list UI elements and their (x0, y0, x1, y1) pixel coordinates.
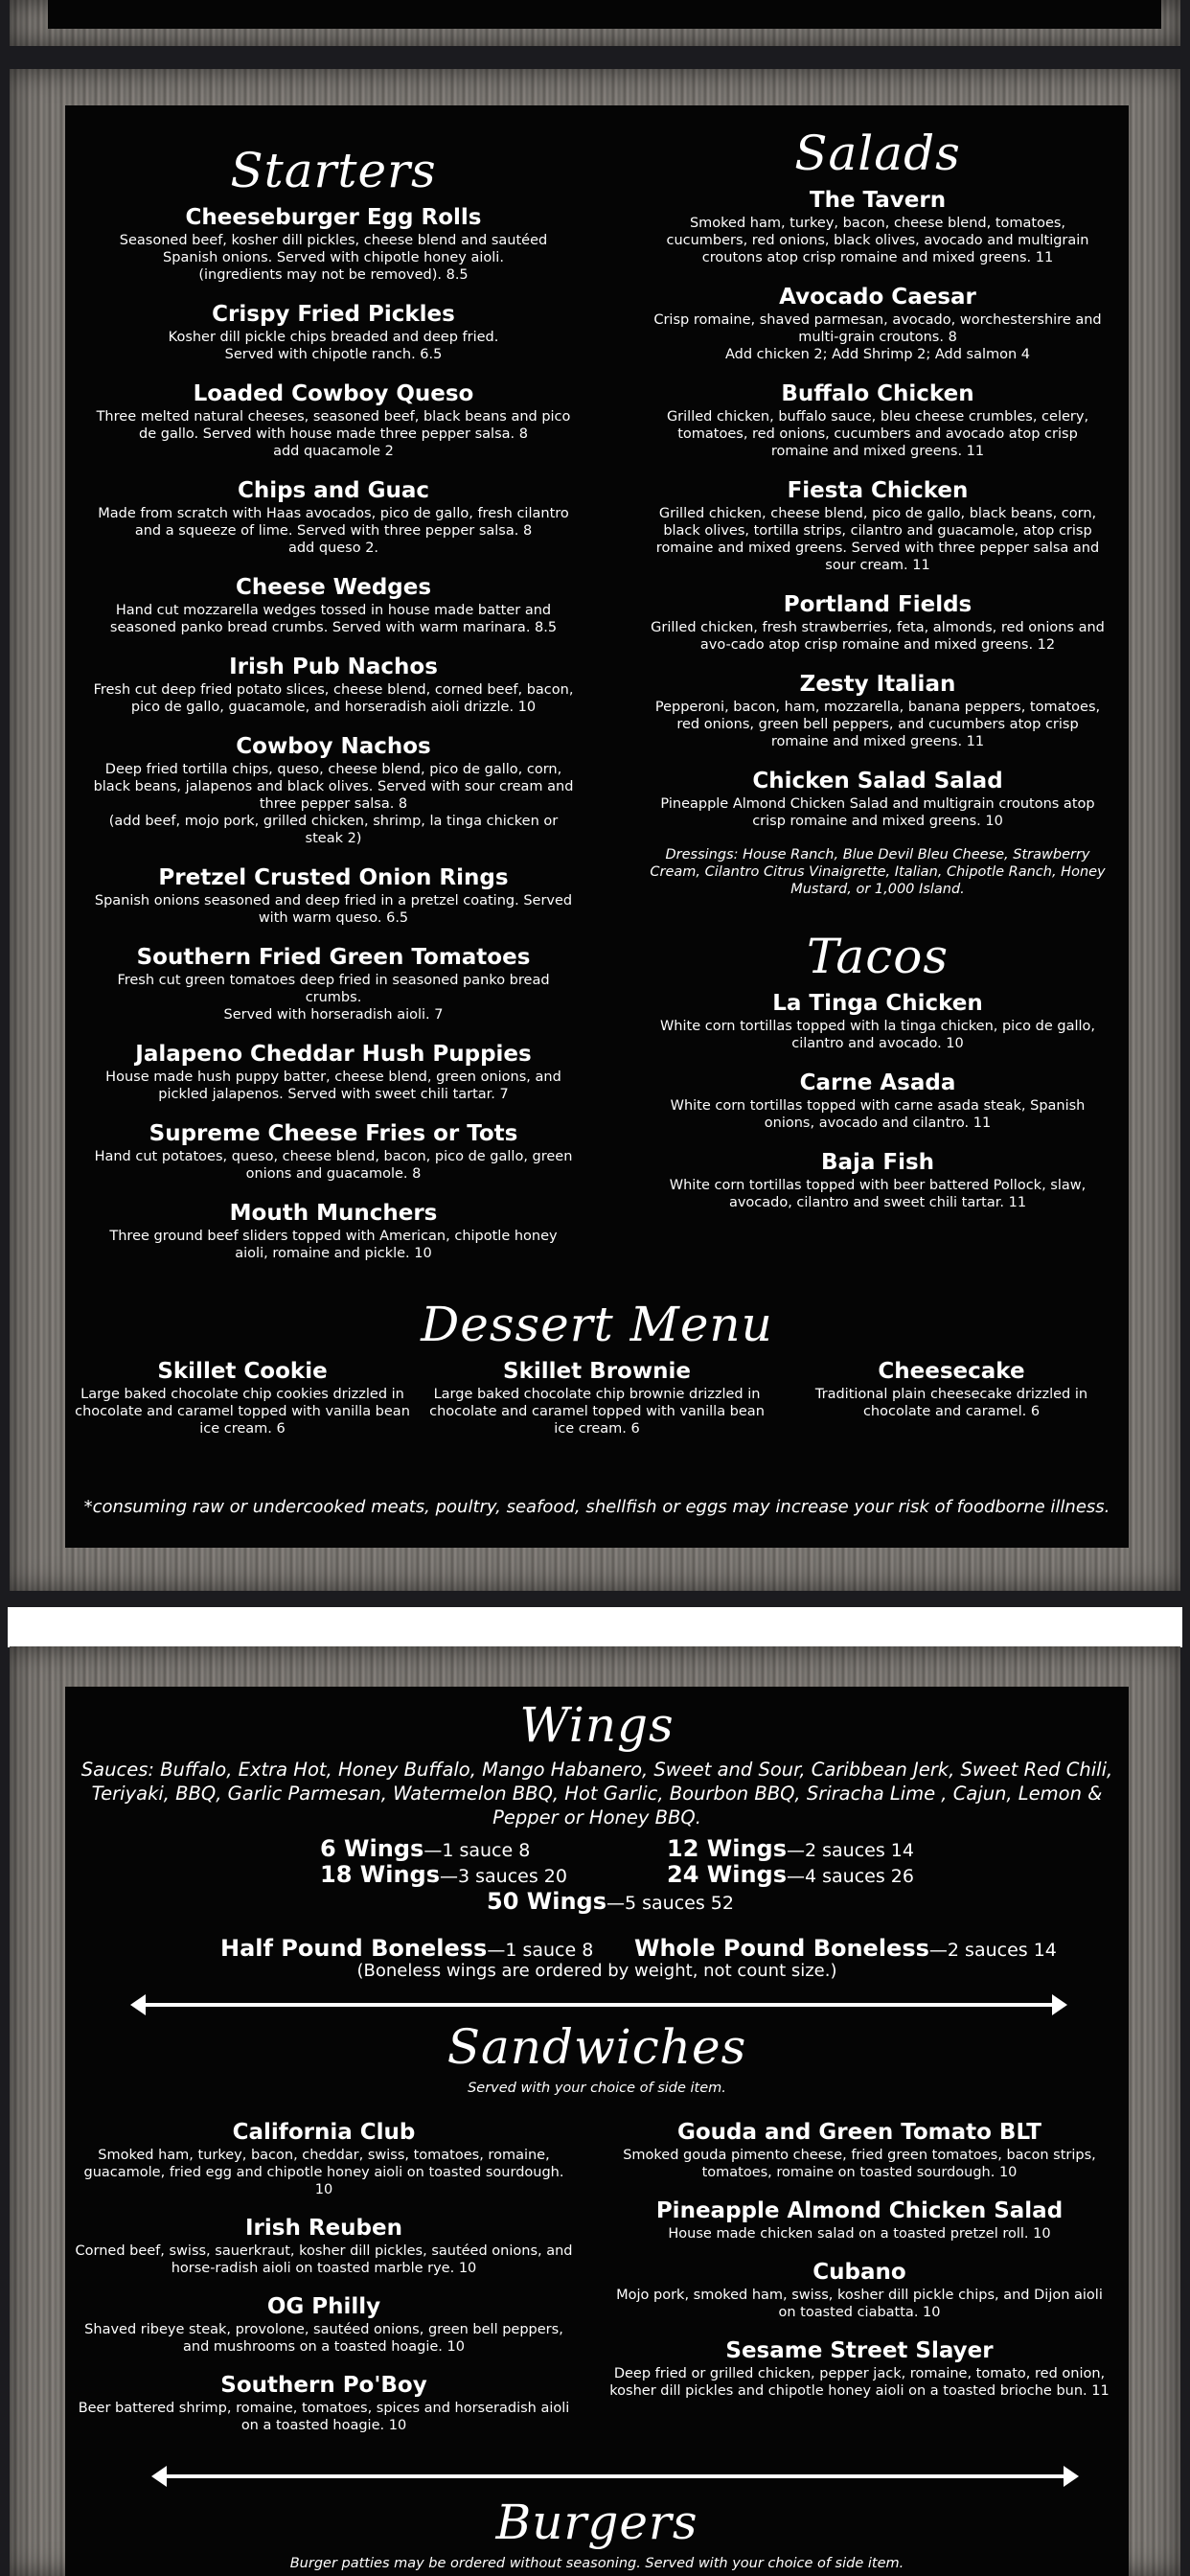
menu-item-note: add queso 2. (287, 540, 379, 556)
menu-item (648, 1148, 1108, 1211)
starters-title: Starters (230, 143, 437, 198)
menu-item-name: Cubano (812, 2260, 906, 2285)
menu-item-name: Cheese Wedges (235, 575, 432, 600)
menu-item (648, 590, 1108, 654)
dessert-title: Dessert Menu (421, 1297, 773, 1352)
menu-item-note: Served with horseradish aioli. 7 (223, 1007, 444, 1023)
menu-item (606, 2118, 1113, 2181)
menu-item-name: Baja Fish (820, 1150, 935, 1175)
menu-item (648, 989, 1108, 1052)
menu-item-description: Hand cut potatoes, queso, cheese blend, bacon, pico de gallo, green onions and guacamole. 8 (94, 1149, 573, 1182)
menu-item-description: Fresh cut green tomatoes deep fried in seasoned panko bread crumbs. (117, 973, 550, 1005)
menu-item-name: Pretzel Crusted Onion Rings (158, 865, 509, 890)
menu-item (75, 2118, 573, 2198)
menu-item (75, 2292, 573, 2356)
menu-item (84, 863, 583, 927)
menu-item-description: Smoked ham, turkey, bacon, cheddar, swiss, tomatoes, romaine, guacamole, fried egg and chipotle honey aioli on toasted sourdough. 10 (83, 2148, 564, 2197)
menu-item-name: Zesty Italian (799, 672, 956, 697)
boneless-whole-pound: Whole Pound Boneless—2 sauces 14 (634, 1935, 1057, 1962)
menu-item-description: Shaved ribeye steak, provolone, sautéed onions, green bell peppers, and mushrooms on a toasted hoagie. 10 (84, 2322, 563, 2355)
menu-item-note: (ingredients may not be removed). 8.5 (198, 267, 469, 283)
salads-list (648, 186, 1108, 830)
menu-item-note: add quacamole 2 (273, 444, 394, 459)
menu-item-name: Crispy Fried Pickles (212, 302, 455, 327)
menu-item-name: Carne Asada (799, 1070, 956, 1095)
menu-item-name: Irish Pub Nachos (229, 655, 438, 679)
menu-item-note: Served with chipotle ranch. 6.5 (224, 347, 443, 362)
dessert-list (75, 1357, 1119, 1457)
wing-option-12: 12 Wings—2 sauces 14 (667, 1835, 914, 1862)
starters-section (84, 140, 583, 1278)
sandwiches-right-column (606, 2118, 1113, 2415)
menu-item (75, 1357, 410, 1438)
menu-item (429, 1357, 765, 1438)
menu-item-name: Southern Fried Green Tomatoes (136, 945, 531, 970)
top-board (48, 0, 1161, 29)
menu-item-description: Grilled chicken, cheese blend, pico de gallo, black beans, corn, black olives, tortilla strips, cilantro and guacamole, atop crisp romaine and mixed greens. Served with three pepper salsa and sour cream. 11 (655, 506, 1100, 573)
menu-item-name: Cheeseburger Egg Rolls (185, 205, 482, 230)
salads-section (648, 123, 1108, 898)
menu-item (84, 1199, 583, 1262)
menu-item-name: La Tinga Chicken (772, 991, 983, 1016)
menu-item-name: Supreme Cheese Fries or Tots (149, 1121, 518, 1146)
menu-item-description: Three ground beef sliders topped with American, chipotle honey aioli, romaine and pickle. 10 (109, 1229, 558, 1261)
menu-item (648, 186, 1108, 266)
menu-item-name: Cheesecake (878, 1359, 1025, 1384)
white-strip (8, 1607, 1182, 1647)
menu-item (84, 573, 583, 636)
menu-item (606, 2196, 1113, 2242)
menu-item (84, 380, 583, 460)
menu-item (648, 670, 1108, 750)
burgers-title: Burgers (495, 2495, 698, 2550)
menu-item-name: Mouth Munchers (229, 1201, 438, 1226)
burgers-subtitle: Burger patties may be ordered without seasoning. Served with your choice of side item. (289, 2556, 904, 2571)
menu-item (84, 476, 583, 557)
menu-item-description: Deep fried tortilla chips, queso, cheese blend, pico de gallo, corn, black beans, jalapenos and black olives. Served with sour cream and three pepper salsa. 8 (93, 762, 574, 812)
menu-item-note: Add chicken 2; Add Shrimp 2; Add salmon 4 (724, 347, 1031, 362)
menu-item-description: Crisp romaine, shaved parmesan, avocado, worchestershire and multi-grain croutons. 8 (653, 312, 1102, 345)
menu-item-name: California Club (232, 2120, 416, 2145)
menu-item-description: Kosher dill pickle chips breaded and deep fried. (168, 330, 499, 345)
menu-item (84, 1119, 583, 1183)
menu-item-name: OG Philly (266, 2294, 381, 2319)
divider-arrow-2 (165, 2474, 1065, 2478)
menu-item-description: White corn tortillas topped with carne asada steak, Spanish onions, avocado and cilantro. 11 (670, 1098, 1086, 1131)
divider-arrow-1 (144, 2003, 1054, 2007)
menu-item-description: Smoked gouda pimento cheese, fried green tomatoes, bacon strips, tomatoes, romaine on toasted sourdough. 10 (623, 2148, 1096, 2180)
menu-item-description: White corn tortillas topped with la tinga chicken, pico de gallo, cilantro and avocado. 10 (659, 1019, 1096, 1051)
menu-item (648, 283, 1108, 363)
food-safety-disclaimer: *consuming raw or undercooked meats, poultry, seafood, shellfish or eggs may increase your risk of foodborne illness. (83, 1497, 1110, 1517)
menu-item-note: (add beef, mojo pork, grilled chicken, shrimp, la tinga chicken or steak 2) (108, 814, 559, 846)
wings-title: Wings (519, 1697, 675, 1753)
menu-item (84, 653, 583, 716)
tacos-title: Tacos (806, 929, 950, 984)
menu-item-name: Pineapple Almond Chicken Salad (655, 2198, 1064, 2223)
menu-board-1 (65, 105, 1129, 1548)
menu-item-description: Traditional plain cheesecake drizzled in chocolate and caramel. 6 (814, 1387, 1088, 1419)
wing-option-24: 24 Wings—4 sauces 26 (667, 1861, 914, 1888)
menu-item-name: Cowboy Nachos (236, 734, 431, 759)
menu-item (84, 203, 583, 284)
sandwiches-title: Sandwiches (446, 2019, 747, 2075)
menu-item-description: Deep fried or grilled chicken, pepper jack, romaine, tomato, red onion, kosher dill pickles and chipotle honey aioli on a toasted brioche bun. 11 (609, 2366, 1110, 2399)
menu-item-description: White corn tortillas topped with beer battered Pollock, slaw, avocado, cilantro and sweet chili tartar. 11 (669, 1178, 1087, 1210)
wing-option-50: 50 Wings—5 sauces 52 (487, 1888, 734, 1915)
salads-title: Salads (794, 126, 961, 181)
menu-item-description: Pepperoni, bacon, ham, mozzarella, banana peppers, tomatoes, red onions, green bell peppers, and cucumbers atop crisp romaine and mixed greens. 11 (654, 700, 1101, 749)
menu-item-name: Irish Reuben (245, 2216, 402, 2241)
menu-item-description: Made from scratch with Haas avocados, pico de gallo, fresh cilantro and a squeeze of lime. Served with three pepper salsa. 8 (98, 506, 569, 539)
menu-item (84, 943, 583, 1024)
dessert-section (75, 1294, 1119, 1457)
menu-item-description: Grilled chicken, buffalo sauce, bleu cheese crumbles, celery, tomatoes, red onions, cucumbers and avocado atop crisp romaine and mixed greens. 11 (666, 409, 1089, 459)
menu-item-name: Skillet Cookie (157, 1359, 328, 1384)
menu-item (784, 1357, 1119, 1438)
menu-item-description: Three melted natural cheeses, seasoned beef, black beans and pico de gallo. Served with house made three pepper salsa. 8 (96, 409, 571, 442)
menu-item-description: Hand cut mozzarella wedges tossed in house made batter and seasoned panko bread crumbs. Served with warm marinara. 8.5 (109, 603, 558, 635)
menu-item-name: Jalapeno Cheddar Hush Puppies (135, 1042, 532, 1067)
menu-item (84, 1040, 583, 1103)
menu-item (648, 767, 1108, 830)
menu-item-name: Avocado Caesar (779, 285, 976, 310)
menu-item-name: Chips and Guac (237, 478, 430, 503)
menu-item-description: Large baked chocolate chip cookies drizzled in chocolate and caramel topped with vanilla bean ice cream. 6 (75, 1387, 410, 1437)
menu-item-name: Fiesta Chicken (787, 478, 969, 503)
menu-item-description: Beer battered shrimp, romaine, tomatoes, spices and horseradish aioli on a toasted hoagie. 10 (78, 2401, 570, 2433)
sandwiches-subtitle: Served with your choice of side item. (468, 2081, 726, 2096)
sandwiches-left-column (75, 2118, 573, 2450)
menu-item-name: Loaded Cowboy Queso (193, 381, 474, 406)
tacos-list (648, 989, 1108, 1211)
menu-item (84, 300, 583, 363)
menu-item-description: Pineapple Almond Chicken Salad and multigrain croutons atop crisp romaine and mixed greens. 10 (660, 796, 1095, 829)
menu-item (648, 1069, 1108, 1132)
wing-option-18: 18 Wings—3 sauces 20 (320, 1861, 567, 1888)
boneless-note: (Boneless wings are ordered by weight, not count size.) (356, 1961, 837, 1981)
menu-item (648, 380, 1108, 460)
top-frame (10, 0, 1180, 46)
menu-item-description: Corned beef, swiss, sauerkraut, kosher dill pickles, sautéed onions, and horse-radish aioli on toasted marble rye. 10 (75, 2243, 573, 2276)
menu-item-description: Seasoned beef, kosher dill pickles, cheese blend and sautéed Spanish onions. Served with chipotle honey aioli. (119, 233, 548, 265)
burgers-section (75, 2492, 1119, 2572)
menu-item-name: Sesame Street Slayer (725, 2338, 994, 2363)
menu-item-description: Large baked chocolate chip brownie drizzled in chocolate and caramel topped with vanilla bean ice cream. 6 (429, 1387, 765, 1437)
menu-item-name: Southern Po'Boy (220, 2373, 427, 2398)
menu-item-name: Skillet Brownie (503, 1359, 691, 1384)
menu-item-description: Grilled chicken, fresh strawberries, feta, almonds, red onions and avo-cado atop crisp romaine and mixed greens. 12 (651, 620, 1105, 653)
menu-item-name: Portland Fields (783, 592, 973, 617)
menu-item-name: The Tavern (809, 188, 947, 213)
menu-item-description: Smoked ham, turkey, bacon, cheese blend, tomatoes, cucumbers, red onions, black olives, avocado and multigrain croutons atop crisp romaine and mixed greens. 11 (666, 216, 1089, 265)
starters-list (84, 203, 583, 1262)
menu-item-description: House made hush puppy batter, cheese blend, green onions, and pickled jalapenos. Served with sweet chili tartar. 7 (105, 1070, 561, 1102)
menu-item-name: Chicken Salad Salad (752, 769, 1003, 794)
menu-item (75, 2371, 573, 2434)
tacos-section (648, 926, 1108, 1228)
menu-item-description: Fresh cut deep fried potato slices, cheese blend, corned beef, bacon, pico de gallo, guacamole, and horseradish aioli drizzle. 10 (93, 682, 574, 715)
menu-item (84, 732, 583, 847)
sandwiches-section (75, 2016, 1119, 2097)
menu-item-description: Spanish onions seasoned and deep fried in a pretzel coating. Served with warm queso. 6.5 (94, 893, 573, 926)
wings-section (75, 1694, 1119, 1829)
dressings-note: Dressings: House Ranch, Blue Devil Bleu Cheese, Strawberry Cream, Cilantro Citrus Vinaigrette, Italian, Chipotle Ranch, Honey Mustard, or 1,000 Island. (650, 847, 1106, 897)
menu-item-name: Gouda and Green Tomato BLT (676, 2120, 1041, 2145)
menu-item (75, 2214, 573, 2277)
menu-item (648, 476, 1108, 574)
menu-item (606, 2336, 1113, 2400)
menu-item-description: House made chicken salad on a toasted pretzel roll. 10 (668, 2226, 1051, 2242)
wing-sauces: Sauces: Buffalo, Extra Hot, Honey Buffalo, Mango Habanero, Sweet and Sour, Caribbean Jerk, Sweet Red Chili, Teriyaki, BBQ, Garlic Parmesan, Watermelon BBQ, Hot Garlic, Bourbon BBQ, Sriracha Lime , Cajun, Lemon & Pepper or Honey BBQ. (80, 1759, 1113, 1828)
boneless-half-pound: Half Pound Boneless—1 sauce 8 (220, 1935, 594, 1962)
menu-item-name: Buffalo Chicken (781, 381, 974, 406)
menu-item-description: Mojo pork, smoked ham, swiss, kosher dill pickle chips, and Dijon aioli on toasted ciabatta. 10 (616, 2288, 1103, 2320)
menu-board-2 (65, 1687, 1129, 2576)
wing-option-6: 6 Wings—1 sauce 8 (320, 1835, 531, 1862)
menu-item (606, 2258, 1113, 2321)
